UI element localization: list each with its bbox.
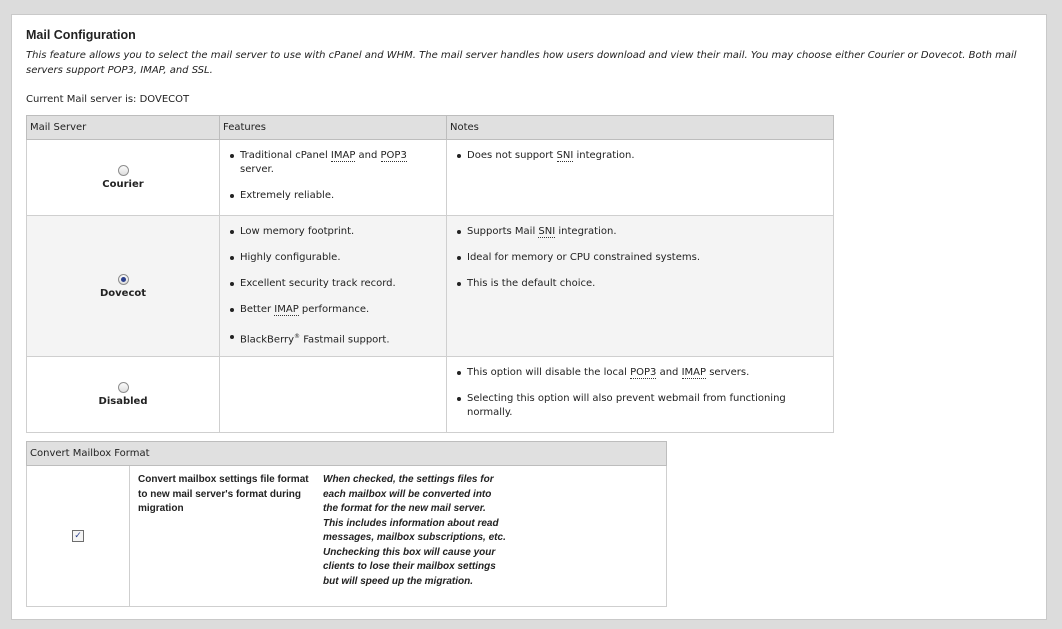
table-header-row [27,116,834,140]
server-option-disabled[interactable] [27,357,220,433]
table-header-row [27,442,667,466]
list-item: Low memory footprint. [220,225,446,239]
convert-mailbox-label: Convert mailbox settings file format to new mail server's format during migration [138,474,309,514]
list-item: Ideal for memory or CPU constrained systems. [447,251,833,265]
server-label-disabled: Disabled [98,396,148,407]
list-item: This is the default choice. [447,277,833,291]
convert-mailbox-help: When checked, the settings files for each mailbox will be converted into the format for the new mail server. This includes information about read messages, mailbox subscriptions, etc. Unchecking this box will cause your clients to lose their mailbox settings but will speed up the migration. [323,474,506,587]
convert-checkbox-cell[interactable] [27,466,130,607]
abbr-sni: SNI [538,226,556,237]
convert-text-cell [130,466,667,607]
column-header-notes: Notes [447,116,834,140]
convert-mailbox-row [27,466,667,607]
abbr-pop3: POP3 [630,367,657,378]
server-label-dovecot: Dovecot [99,287,147,299]
list-item: Supports Mail SNI integration. [447,225,833,239]
features-cell-disabled [220,357,447,433]
column-header-mail-server: Mail Server [27,116,220,140]
list-item: Excellent security track record. [220,277,446,291]
abbr-imap: IMAP [274,304,299,315]
server-label-courier: Courier [102,179,144,190]
list-item: Better IMAP performance. [220,303,446,317]
page-title: Mail Configuration [26,28,136,42]
column-header-features: Features [220,116,447,140]
abbr-pop3: POP3 [380,150,407,161]
page-description: This feature allows you to select the mail server to use with cPanel and WHM. The mail server handles how users download and view their mail. You may choose either Courier or Dovecot. Both mail servers support POP3, IMAP, and SSL. [26,50,1017,76]
radio-dovecot[interactable] [118,274,129,285]
notes-cell-dovecot [447,216,834,357]
list-item: Does not support SNI integration. [447,149,833,163]
mail-configuration-panel [11,14,1047,620]
list-item: This option will disable the local POP3 and IMAP servers. [447,366,803,380]
radio-courier[interactable] [118,165,129,176]
notes-cell-courier [447,140,834,216]
list-item: Traditional cPanel IMAP and POP3 server. [220,149,446,177]
list-item: Highly configurable. [220,251,446,265]
server-option-courier[interactable] [27,140,220,216]
server-option-dovecot[interactable] [27,216,220,357]
list-item: Extremely reliable. [220,189,446,203]
convert-mailbox-checkbox[interactable]: ✓ [72,530,84,542]
notes-cell-disabled [447,357,834,433]
mail-server-table [26,115,834,433]
list-item: Selecting this option will also prevent webmail from functioning normally. [447,392,803,420]
features-cell-dovecot [220,216,447,357]
radio-disabled[interactable] [118,382,129,393]
abbr-imap: IMAP [330,150,356,161]
abbr-imap: IMAP [681,367,707,378]
table-row-courier [27,140,834,216]
table-row-disabled [27,357,834,433]
current-server-text: Current Mail server is: DOVECOT [26,94,190,105]
features-cell-courier [220,140,447,216]
list-item: BlackBerry® Fastmail support. [220,330,446,347]
convert-mailbox-table [26,441,667,607]
convert-mailbox-header: Convert Mailbox Format [27,442,667,466]
abbr-sni: SNI [556,150,574,161]
table-row-dovecot [27,216,834,357]
